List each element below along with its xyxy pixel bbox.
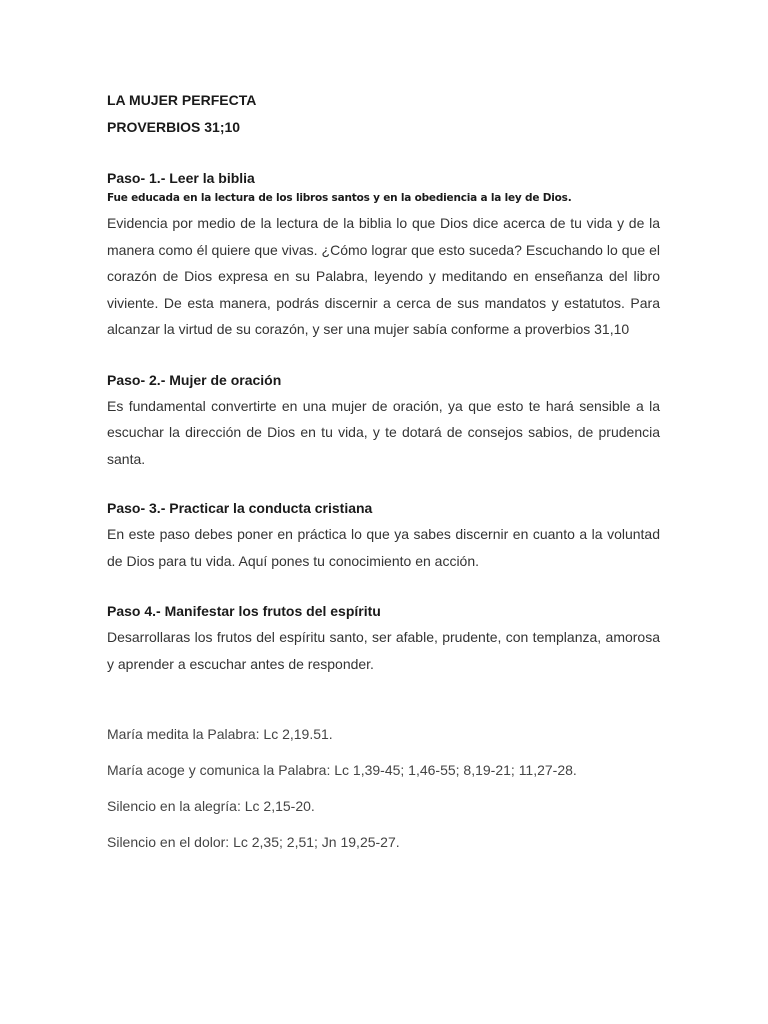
section-paso-2	[107, 370, 660, 473]
section-body: En este paso debes poner en práctica lo que ya sabes discernir en cuanto a la voluntad de Dios para tu vida. Aquí pones tu conocimiento en acción.	[107, 526, 660, 569]
section-subheading: Fue educada en la lectura de los libros santos y en la obediencia a la ley de Dios.	[107, 192, 572, 204]
reference-line: María medita la Palabra: Lc 2,19.51.	[107, 726, 333, 742]
section-heading: Paso 4.- Manifestar los frutos del espíritu	[107, 603, 381, 619]
section-heading: Paso- 1.- Leer la biblia	[107, 170, 255, 186]
document-body	[107, 90, 660, 868]
section-heading: Paso- 2.- Mujer de oración	[107, 371, 282, 388]
section-paso-4	[107, 601, 660, 677]
reference-line: Silencio en la alegría: Lc 2,15-20.	[107, 798, 315, 814]
section-heading: Paso- 3.- Practicar la conducta cristiana	[107, 500, 373, 516]
reference-list	[107, 724, 660, 852]
section-paso-3	[107, 498, 660, 574]
document-subtitle: PROVERBIOS 31;10	[107, 119, 241, 135]
reference-line: Silencio en el dolor: Lc 2,35; 2,51; Jn 19,25-27.	[107, 834, 400, 850]
section-body: Es fundamental convertirte en una mujer de oración, ya que esto te hará sensible a la escuchar la dirección de Dios en tu vida, y te dotará de consejos sabios, de prudencia santa.	[107, 397, 660, 467]
section-body: Evidencia por medio de la lectura de la biblia lo que Dios dice acerca de tu vida y de la manera como él quiere que vivas. ¿Cómo lograr que esto suceda? Escuchando lo que el corazón de Dios expresa en su Palabra, leyendo y meditando en enseñanza del libro viviente. De esta manera, podrás discernir a cerca de sus mandatos y estatutos. Para alcanzar la virtud de su corazón, y ser una mujer sabía conforme a proverbios 31,10	[107, 215, 660, 337]
section-body: Desarrollaras los frutos del espíritu santo, ser afable, prudente, con templanza, amorosa y aprender a escuchar antes de responder.	[107, 629, 660, 672]
section-paso-1	[107, 168, 660, 343]
document-title: LA MUJER PERFECTA	[107, 92, 257, 108]
reference-line: María acoge y comunica la Palabra: Lc 1,39-45; 1,46-55; 8,19-21; 11,27-28.	[107, 762, 577, 778]
